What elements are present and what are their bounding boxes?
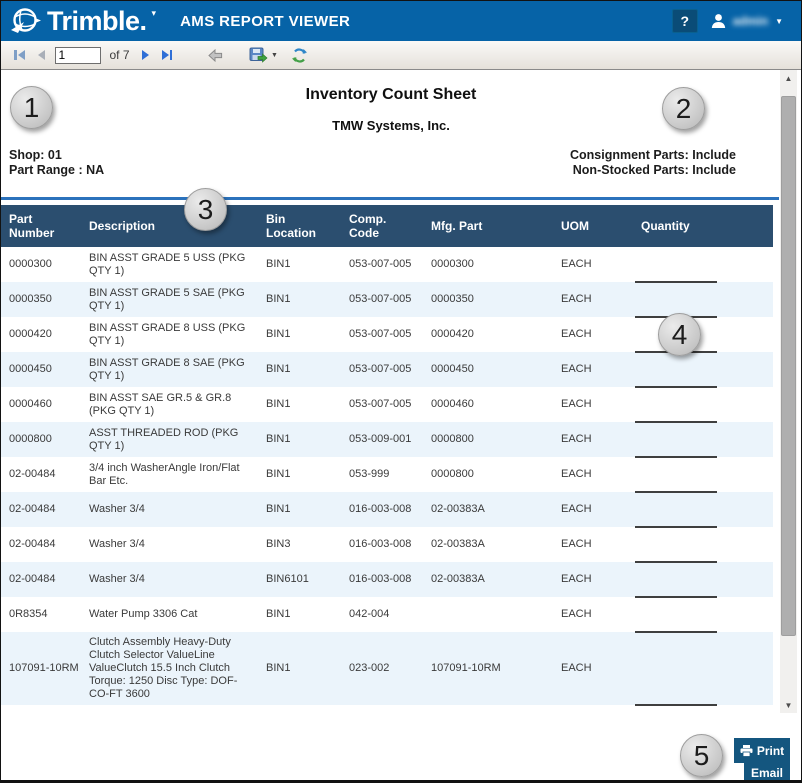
part-number-cell: 02-00484: [9, 503, 56, 515]
report-toolbar: [1, 41, 801, 70]
comp-code-cell: 016-003-008: [349, 573, 412, 585]
part-number-cell: 0000300: [9, 258, 52, 270]
scroll-down-icon: ▼: [784, 700, 793, 710]
save-export-icon: [249, 47, 268, 64]
refresh-button[interactable]: [288, 45, 311, 66]
mfg-part-cell: 0000800: [431, 468, 474, 480]
table-row: [1, 527, 773, 562]
mfg-part-cell: 02-00383A: [431, 503, 485, 515]
column-header-bin-location: Bin Location: [258, 205, 341, 247]
brand-wordmark: Trimble.: [47, 5, 147, 36]
bin-location-cell: BIN1: [266, 293, 291, 305]
page-number-input[interactable]: [55, 47, 101, 64]
column-header-comp-code: Comp. Code: [341, 205, 423, 247]
first-page-button[interactable]: [11, 48, 28, 62]
part-number-cell: 107091-10RM: [9, 662, 79, 674]
mfg-part-cell: 0000300: [431, 258, 474, 270]
mfg-part-cell: 0000450: [431, 363, 474, 375]
comp-code-cell: 053-999: [349, 468, 390, 480]
callout-2: 2: [662, 87, 705, 130]
description-cell: BIN ASST GRADE 8 SAE (PKG QTY 1): [89, 356, 245, 382]
bin-location-cell: BIN3: [266, 538, 291, 550]
part-number-cell: 0R8354: [9, 608, 48, 620]
bin-location-cell: BIN1: [266, 662, 291, 674]
part-number-cell: 0000350: [9, 293, 52, 305]
column-header-description: Description: [81, 205, 258, 247]
callout-5: 5: [680, 734, 723, 777]
table-row: [1, 387, 773, 422]
column-header-quantity: Quantity: [633, 205, 773, 247]
trimble-brand: [9, 6, 156, 37]
comp-code-cell: 042-004: [349, 608, 390, 620]
bin-location-cell: BIN1: [266, 433, 291, 445]
table-row: [1, 457, 773, 492]
uom-cell: EACH: [561, 608, 592, 620]
comp-code-cell: 053-009-001: [349, 433, 412, 445]
description-cell: Washer 3/4: [89, 538, 145, 550]
back-to-parent-report-button[interactable]: [205, 47, 226, 64]
report-content: [1, 86, 801, 705]
quantity-cell: [633, 527, 773, 562]
table-row: [1, 282, 773, 317]
description-cell: Washer 3/4: [89, 503, 145, 515]
mfg-part-cell: 107091-10RM: [431, 662, 501, 674]
mfg-part-cell: [423, 597, 553, 632]
table-row: [1, 562, 773, 597]
description-cell: Clutch Assembly Heavy-Duty Clutch Selector ValueLine ValueClutch 15.5 Inch Clutch Torque: 1250 Disc Type: DOF-CO-FT 3600: [89, 636, 238, 700]
comp-code-cell: 053-007-005: [349, 363, 412, 375]
export-caret-icon: ▼: [271, 51, 278, 59]
first-page-icon: [18, 50, 25, 60]
quantity-cell: [633, 317, 773, 352]
quantity-cell: [633, 282, 773, 317]
non-stocked-parts-label: Non-Stocked Parts: Include: [572, 163, 736, 177]
refresh-icon: [291, 47, 308, 64]
part-number-cell: 02-00484: [9, 573, 56, 585]
quantity-write-line: [635, 704, 717, 706]
uom-cell: EACH: [561, 258, 592, 270]
brand-caret-icon[interactable]: ▾: [151, 7, 157, 18]
email-label: Email: [750, 765, 783, 780]
scroll-up-icon: ▲: [784, 73, 793, 83]
mfg-part-cell: 0000460: [431, 398, 474, 410]
uom-cell: EACH: [561, 503, 592, 515]
quantity-cell: [633, 597, 773, 632]
bin-location-cell: BIN1: [266, 503, 291, 515]
scroll-thumb[interactable]: [781, 96, 796, 636]
comp-code-cell: 023-002: [349, 662, 390, 674]
previous-page-icon: [38, 50, 45, 60]
uom-cell: EACH: [561, 662, 592, 674]
table-header-row: [1, 205, 773, 247]
help-button[interactable]: ?: [672, 9, 698, 33]
previous-page-button[interactable]: [35, 48, 48, 62]
part-number-cell: 0000460: [9, 398, 52, 410]
description-cell: BIN ASST GRADE 8 USS (PKG QTY 1): [89, 321, 246, 347]
description-cell: 3/4 inch WasherAngle Iron/Flat Bar Etc.: [89, 461, 240, 487]
part-number-cell: 02-00484: [9, 538, 56, 550]
scroll-up-button[interactable]: [780, 70, 797, 86]
inventory-table: [1, 205, 773, 705]
trimble-logo-icon: [9, 6, 43, 36]
table-row: [1, 247, 773, 282]
bin-location-cell: BIN1: [266, 363, 291, 375]
uom-cell: EACH: [561, 398, 592, 410]
comp-code-cell: 016-003-008: [349, 503, 412, 515]
uom-cell: EACH: [561, 363, 592, 375]
bin-location-cell: BIN1: [266, 468, 291, 480]
export-button[interactable]: [246, 45, 281, 66]
quantity-cell: [633, 387, 773, 422]
email-button[interactable]: [744, 763, 790, 782]
comp-code-cell: 053-007-005: [349, 258, 412, 270]
part-number-cell: 02-00484: [9, 468, 56, 480]
description-cell: ASST THREADED ROD (PKG QTY 1): [89, 426, 239, 452]
column-header-part-number: Part Number: [1, 205, 81, 247]
page-count-label: of 7: [109, 48, 130, 62]
quantity-cell: [633, 247, 773, 282]
description-cell: Washer 3/4: [89, 573, 145, 585]
user-icon: [711, 13, 726, 29]
last-page-icon: [162, 50, 169, 60]
quantity-cell: [633, 562, 773, 597]
uom-cell: EACH: [561, 433, 592, 445]
table-row: [1, 422, 773, 457]
consignment-parts-label: Consignment Parts: Include: [570, 148, 736, 162]
report-divider: [1, 197, 779, 200]
quantity-cell: [633, 457, 773, 492]
mfg-part-cell: 0000350: [431, 293, 474, 305]
callout-1: 1: [10, 86, 53, 129]
description-cell: BIN ASST SAE GR.5 & GR.8 (PKG QTY 1): [89, 391, 232, 417]
table-row: [1, 597, 773, 632]
description-cell: BIN ASST GRADE 5 USS (PKG QTY 1): [89, 251, 246, 277]
quantity-cell: [633, 492, 773, 527]
bin-location-cell: BIN1: [266, 258, 291, 270]
uom-cell: EACH: [561, 538, 592, 550]
part-number-cell: 0000450: [9, 363, 52, 375]
print-label: Print: [756, 743, 785, 758]
scroll-track[interactable]: [780, 86, 797, 697]
last-page-button[interactable]: [159, 48, 176, 62]
report-parameters: [9, 148, 736, 178]
bin-location-cell: BIN1: [266, 608, 291, 620]
description-cell: Water Pump 3306 Cat: [89, 608, 198, 620]
description-cell: BIN ASST GRADE 5 SAE (PKG QTY 1): [89, 286, 245, 312]
bin-location-cell: BIN1: [266, 398, 291, 410]
quantity-cell: [633, 352, 773, 387]
company-name: TMW Systems, Inc.: [332, 118, 450, 133]
part-range-label: Part Range : NA: [9, 163, 105, 177]
back-arrow-icon: [208, 49, 223, 62]
part-number-cell: 0000420: [9, 328, 52, 340]
comp-code-cell: 053-007-005: [349, 328, 412, 340]
mfg-part-cell: 0000800: [431, 433, 474, 445]
part-number-cell: 0000800: [9, 433, 52, 445]
top-bar: [1, 1, 801, 41]
callout-4: 4: [658, 313, 701, 356]
comp-code-cell: 053-007-005: [349, 398, 412, 410]
app-title: AMS REPORT VIEWER: [180, 12, 351, 30]
mfg-part-cell: 02-00383A: [431, 573, 485, 585]
quantity-cell: [633, 422, 773, 457]
printer-icon: [740, 745, 753, 757]
user-menu[interactable]: [711, 13, 783, 29]
quantity-cell: [633, 632, 773, 705]
scroll-down-button[interactable]: [780, 697, 797, 713]
user-menu-caret-icon: ▼: [775, 16, 783, 26]
next-page-icon: [142, 50, 149, 60]
comp-code-cell: 016-003-008: [349, 538, 412, 550]
column-header-uom: UOM: [553, 205, 633, 247]
mfg-part-cell: 02-00383A: [431, 538, 485, 550]
mfg-part-cell: 0000420: [431, 328, 474, 340]
vertical-scrollbar[interactable]: [780, 70, 797, 713]
bin-location-cell: BIN1: [266, 328, 291, 340]
comp-code-cell: 053-007-005: [349, 293, 412, 305]
callout-3: 3: [184, 188, 227, 231]
uom-cell: EACH: [561, 468, 592, 480]
uom-cell: EACH: [561, 293, 592, 305]
column-header-mfg-part: Mfg. Part: [423, 205, 553, 247]
bin-location-cell: BIN6101: [266, 573, 309, 585]
table-row: [1, 632, 773, 705]
table-row: [1, 352, 773, 387]
table-row: [1, 492, 773, 527]
next-page-button[interactable]: [139, 48, 152, 62]
uom-cell: EACH: [561, 328, 592, 340]
report-title: Inventory Count Sheet: [305, 86, 477, 103]
print-button[interactable]: [734, 738, 790, 763]
shop-label: Shop: 01: [9, 148, 62, 162]
username: admin: [732, 14, 769, 28]
top-bar-right: [672, 9, 783, 33]
uom-cell: EACH: [561, 573, 592, 585]
